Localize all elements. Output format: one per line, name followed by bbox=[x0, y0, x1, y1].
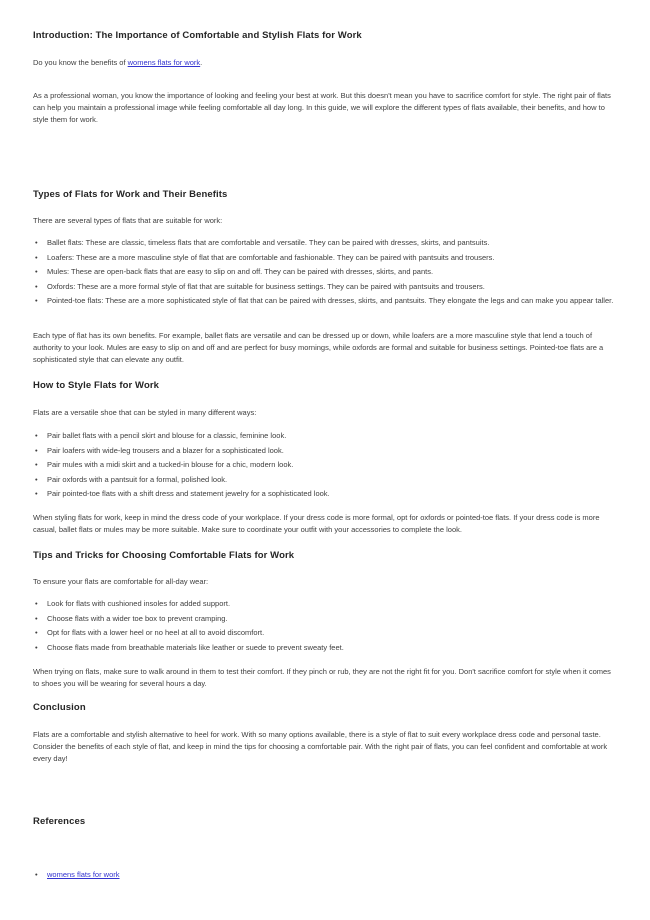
references-heading: References bbox=[33, 816, 86, 827]
list-item: • Loafers: These are a more masculine style of flat that are comfortable and fashionable. They can be paired with pantsuits and trousers. bbox=[33, 252, 618, 264]
tips-heading: Tips and Tricks for Choosing Comfortable Flats for Work bbox=[33, 550, 295, 561]
intro-link-suffix: . bbox=[200, 58, 203, 67]
reference-link[interactable]: womens flats for work bbox=[47, 870, 120, 879]
list-item: • Look for flats with cushioned insoles for added support. bbox=[33, 598, 618, 610]
tips-lead: To ensure your flats are comfortable for all-day wear: bbox=[33, 577, 209, 586]
style-paragraph: When styling flats for work, keep in mind the dress code of your workplace. If your dress code is more formal, opt for oxfords or pointed-toe flats. If your dress code is more casual, ballet flats or mules may be more suitable. Make sure to coordinate your outfit with your accessories to complete the look. bbox=[33, 513, 600, 535]
intro-link-line bbox=[33, 57, 618, 69]
list-item: • Pointed-toe flats: These are a more sophisticated style of flat that can be paired with dresses, skirts, and pantsuits. They elongate the legs and can make you appear taller. bbox=[33, 295, 618, 307]
list-item: • Pair ballet flats with a pencil skirt and blouse for a classic, feminine look. bbox=[33, 430, 618, 442]
types-heading: Types of Flats for Work and Their Benefits bbox=[33, 189, 228, 200]
list-item: • Pair loafers with wide-leg trousers and a blazer for a sophisticated look. bbox=[33, 445, 618, 457]
tips-list bbox=[33, 598, 618, 656]
list-item: • Pair oxfords with a pantsuit for a formal, polished look. bbox=[33, 474, 618, 486]
list-item: • Oxfords: These are a more formal style of flat that are suitable for business settings. They can be paired with pantsuits and trousers. bbox=[33, 281, 618, 293]
references-list bbox=[33, 869, 618, 884]
list-item: • Mules: These are open-back flats that are easy to slip on and off. They can be paired with dresses, skirts, and pants. bbox=[33, 266, 618, 278]
types-paragraph: Each type of flat has its own benefits. For example, ballet flats are versatile and can be dressed up or down, while loafers are a more masculine style that lend a touch of authority to your look. Mules are easy to slip on and off and are perfect for busy mornings, while oxfords are formal and suitable for business settings. Pointed-toe flats are a sophisticated style that can elevate any outfit. bbox=[33, 331, 604, 365]
conclusion-paragraph: Flats are a comfortable and stylish alternative to heel for work. With so many options available, there is a style of flat to suit every workplace dress code and personal taste. Consider the benefits of each style of flat, and keep in mind the tips for choosing a comfortable pair. With the right pair of flats, you can feel confident and comfortable at work every day! bbox=[33, 730, 608, 764]
list-item: • Pair pointed-toe flats with a shift dress and statement jewelry for a sophisticated look. bbox=[33, 488, 618, 500]
style-list bbox=[33, 430, 618, 503]
list-item: • Ballet flats: These are classic, timeless flats that are comfortable and versatile. They can be paired with dresses, skirts, and pantsuits. bbox=[33, 237, 618, 249]
style-heading: How to Style Flats for Work bbox=[33, 380, 160, 391]
tips-paragraph: When trying on flats, make sure to walk around in them to test their comfort. If they pinch or rub, they are not the right fit for you. Don't sacrifice comfort for style when it comes to shoes you will be wearing for several hours a day. bbox=[33, 667, 611, 689]
list-item bbox=[33, 869, 618, 881]
intro-paragraph: As a professional woman, you know the importance of looking and feeling your best at work. But this doesn't mean you have to sacrifice comfort for style. The right pair of flats can help you maintain a professional image while feeling comfortable all day long. In this guide, we will explore the different types of flats available, their benefits, and how to style them for work. bbox=[33, 91, 611, 125]
types-lead: There are several types of flats that are suitable for work: bbox=[33, 216, 223, 225]
list-item: • Pair mules with a midi skirt and a tucked-in blouse for a chic, modern look. bbox=[33, 459, 618, 471]
style-lead: Flats are a versatile shoe that can be styled in many different ways: bbox=[33, 408, 257, 417]
list-item: • Choose flats made from breathable materials like leather or suede to prevent sweaty feet. bbox=[33, 642, 618, 654]
womens-flats-link[interactable]: womens flats for work bbox=[127, 58, 201, 67]
list-item: • Choose flats with a wider toe box to prevent cramping. bbox=[33, 613, 618, 625]
list-item: • Opt for flats with a lower heel or no heel at all to avoid discomfort. bbox=[33, 627, 618, 639]
types-list bbox=[33, 237, 618, 310]
conclusion-heading: Conclusion bbox=[33, 702, 86, 713]
intro-link-prefix: Do you know the benefits of bbox=[33, 58, 128, 67]
intro-heading: Introduction: The Importance of Comfortable and Stylish Flats for Work bbox=[33, 30, 362, 41]
